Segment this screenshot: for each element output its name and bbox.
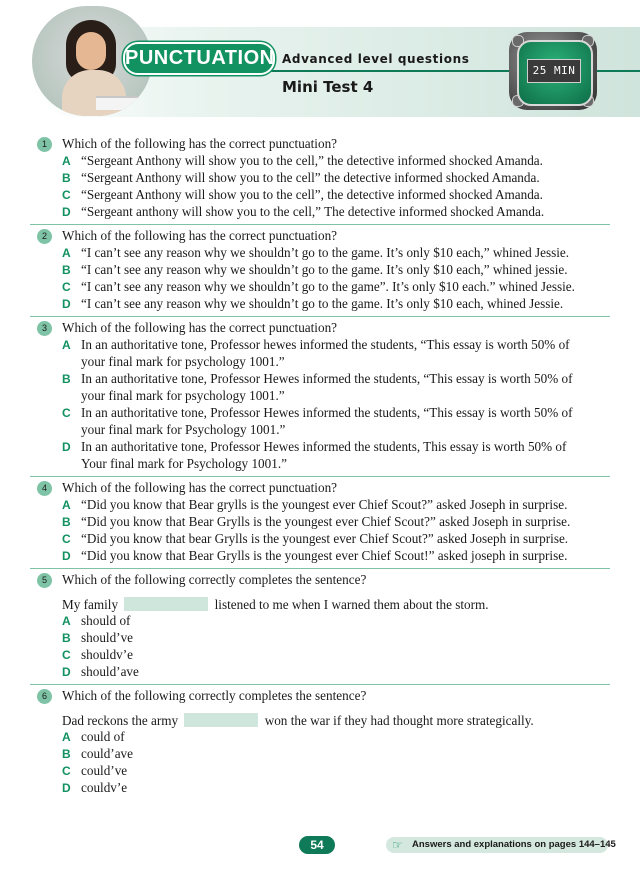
option-text: “Did you know that Bear Grylls is the youngest ever Chief Scout?” asked Joseph in surprise. — [81, 514, 571, 529]
option-text: could’ve — [81, 763, 128, 778]
question-prompt: Which of the following correctly completes the sentence? — [62, 688, 367, 703]
question-divider — [30, 568, 610, 569]
answer-blank — [184, 713, 258, 727]
option-text: your final mark for Psychology 1001.” — [81, 422, 286, 437]
option-text: “I can’t see any reason why we shouldn’t go to the game”. It’s only $10 each.” whined Jessie. — [81, 279, 575, 294]
page-header — [0, 0, 640, 125]
option-letter: C — [62, 532, 71, 546]
sentence-with-blank — [62, 713, 534, 729]
option-text: shouldv’e — [81, 647, 134, 662]
option-text: could’ave — [81, 746, 133, 761]
section-title: PUNCTUATION — [125, 47, 275, 69]
option-letter: D — [62, 440, 71, 454]
question-number-badge: 4 — [37, 481, 52, 496]
option-letter: D — [62, 297, 71, 311]
option-letter: B — [62, 372, 71, 386]
option-letter: D — [62, 549, 71, 563]
option-letter: B — [62, 631, 71, 645]
question-divider — [30, 476, 610, 477]
question-divider — [30, 316, 610, 317]
option-text: “I can’t see any reason why we shouldn’t go to the game. It’s only $10 each,” whined Jessie. — [81, 245, 570, 260]
question-number-badge: 3 — [37, 321, 52, 336]
option-letter: A — [62, 154, 71, 168]
option-text: couldv’e — [81, 780, 128, 795]
option-letter: B — [62, 515, 71, 529]
option-text: “Did you know that Bear grylls is the youngest ever Chief Scout?” asked Joseph in surprise. — [81, 497, 568, 512]
option-letter: C — [62, 406, 71, 420]
option-letter: C — [62, 764, 71, 778]
option-text: In an authoritative tone, Professor Hewes informed the students, This essay is worth 50% of — [81, 439, 567, 454]
option-letter: D — [62, 781, 71, 795]
option-text: “Sergeant Anthony will show you to the cell” the detective informed shocked Amanda. — [81, 170, 540, 185]
option-letter: A — [62, 338, 71, 352]
option-letter: B — [62, 171, 71, 185]
option-letter: D — [62, 665, 71, 679]
answer-blank — [124, 597, 208, 611]
question-number-badge: 6 — [37, 689, 52, 704]
sentence-with-blank — [62, 597, 489, 613]
option-text: “I can’t see any reason why we shouldn’t go to the game. It’s only $10 each, whined Jessie. — [81, 296, 564, 311]
option-letter: B — [62, 747, 71, 761]
sentence-end: listened to me when I warned them about the storm. — [214, 597, 489, 612]
timer-label: 25 MIN — [532, 64, 576, 77]
option-text: “Sergeant anthony will show you to the cell,” The detective informed shocked Amanda. — [81, 204, 545, 219]
page-number: 54 — [299, 836, 335, 854]
sentence-start: My family — [62, 597, 119, 612]
option-text: should’ave — [81, 664, 139, 679]
option-letter: B — [62, 263, 71, 277]
question-prompt: Which of the following correctly completes the sentence? — [62, 572, 367, 587]
option-text: In an authoritative tone, Professor hewes informed the students, “This essay is worth 50% of — [81, 337, 570, 352]
question-number-badge: 1 — [37, 137, 52, 152]
question-prompt: Which of the following has the correct punctuation? — [62, 320, 338, 335]
option-text: “Sergeant Anthony will show you to the cell”, the detective informed shocked Amanda. — [81, 187, 543, 202]
option-text: In an authoritative tone, Professor Hewes informed the students, “This essay is worth 50% of — [81, 371, 573, 386]
question-divider — [30, 224, 610, 225]
sentence-end: won the war if they had thought more strategically. — [264, 713, 534, 728]
option-text: could of — [81, 729, 125, 744]
option-letter: C — [62, 280, 71, 294]
timer-display — [527, 59, 581, 83]
sentence-start: Dad reckons the army — [62, 713, 179, 728]
option-text: Your final mark for Psychology 1001.” — [81, 456, 287, 471]
option-letter: A — [62, 498, 71, 512]
question-prompt: Which of the following has the correct punctuation? — [62, 136, 338, 151]
option-letter: C — [62, 648, 71, 662]
question-number-badge: 2 — [37, 229, 52, 244]
question-divider — [30, 684, 610, 685]
answers-reference — [386, 837, 616, 853]
answers-reference-text: Answers and explanations on pages 144–145 — [412, 839, 616, 850]
section-subtitle: Advanced level questions — [282, 52, 470, 66]
question-prompt: Which of the following has the correct punctuation? — [62, 480, 338, 495]
option-text: “Did you know that bear Grylls is the youngest ever Chief Scout?” asked Joseph in surprise. — [81, 531, 569, 546]
option-letter: C — [62, 188, 71, 202]
timer-icon — [509, 32, 597, 110]
option-text: “Did you know that Bear Grylls is the youngest ever Chief Scout!” asked joseph in surprise. — [81, 548, 568, 563]
option-text: “I can’t see any reason why we shouldn’t go to the game. It’s only $10 each,” whined jessie. — [81, 262, 568, 277]
question-number-badge: 5 — [37, 573, 52, 588]
option-letter: A — [62, 614, 71, 628]
option-text: your final mark for psychology 1001.” — [81, 354, 285, 369]
option-text: should’ve — [81, 630, 134, 645]
option-letter: D — [62, 205, 71, 219]
option-letter: A — [62, 730, 71, 744]
option-text: should of — [81, 613, 131, 628]
pointing-hand-icon: ☞ — [392, 838, 403, 852]
option-text: your final mark for psychology 1001.” — [81, 388, 285, 403]
section-badge — [123, 42, 275, 75]
test-title: Mini Test 4 — [282, 78, 374, 96]
option-letter: A — [62, 246, 71, 260]
option-text: “Sergeant Anthony will show you to the cell,” the detective informed shocked Amanda. — [81, 153, 543, 168]
question-prompt: Which of the following has the correct punctuation? — [62, 228, 338, 243]
option-text: In an authoritative tone, Professor Hewes informed the students, “This essay is worth 50% of — [81, 405, 573, 420]
